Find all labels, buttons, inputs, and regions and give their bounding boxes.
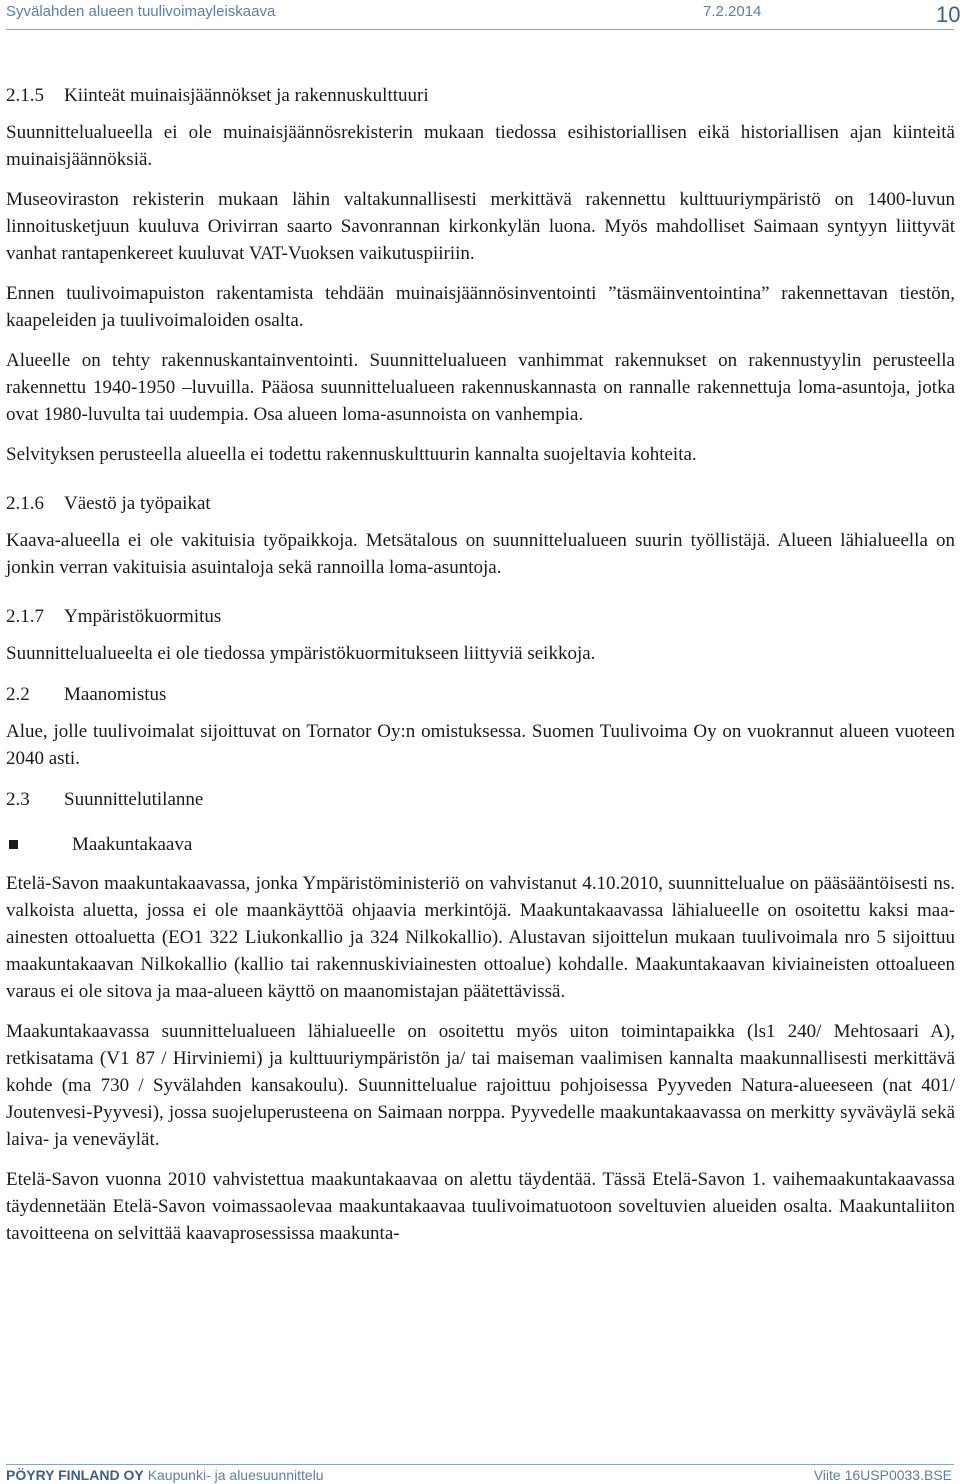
paragraph: Suunnittelualueella ei ole muinaisjäännösrekisterin mukaan tiedossa esihistoriallisen eikä historiallisen ajan kiinteitä muinaisjäännöksiä. — [6, 122, 955, 170]
bullet-item — [6, 831, 955, 858]
paragraph: Ennen tuulivoimapuiston rakentamista tehdään muinaisjäännösinventointi ”täsmäinventointina” rakennettavan tiestön, kaapeleiden ja tuulivoimaloiden osalta. — [6, 283, 955, 331]
paragraph: Alueelle on tehty rakennuskantainventointi. Suunnittelualueen vanhimmat rakennukset on rakennustyylin perusteella rakennettu 1940-1950 –luvuilla. Pääosa suunnittelualueen rakennuskannasta on rannalle rakennettuja loma-asuntoja, jotka ovat 1980-luvulta tai uudempia. Osa alueen loma-asunnoista on vanhempia. — [6, 350, 955, 425]
section-title: Väestö ja työpaikat — [64, 493, 211, 514]
section-number: 2.2 — [6, 684, 30, 705]
paragraph: Alue, jolle tuulivoimalat sijoittuvat on Tornator Oy:n omistuksessa. Suomen Tuulivoima Oy on vuokrannut alueen vuoteen 2040 asti. — [6, 721, 955, 769]
section-number: 2.3 — [6, 789, 30, 810]
paragraph: Suunnittelualueelta ei ole tiedossa ympäristökuormitukseen liittyviä seikkoja. — [6, 643, 596, 664]
paragraph: Etelä-Savon maakuntakaavassa, jonka Ympäristöministeriö on vahvistanut 4.10.2010, suunnittelualue on pääsääntöisesti ns. valkoista aluetta, jossa ei ole maankäyttöä ohjaavia merkintöjä. Maakuntakaavassa lähialueelle on osoitettu kaksi maa-ainesten ottoaluetta (EO1 322 Liukonkallio ja 324 Nilkokallio). Alustavan sijoittelun mukaan tuulivoimala nro 5 sijoittuu maakuntakaavan Nilkokallio (kallio tai rakennuskiviainesten ottoalue) kohdalle. Maakuntakaavan kiviaineisten ottoalueen varaus ei ole sitova ja maa-alueen käyttö on maanomistajan päätettävissä. — [6, 873, 955, 1002]
section-heading-2-1-6 — [6, 490, 955, 517]
company-unit: Kaupunki- ja aluesuunnittelu — [147, 1467, 324, 1483]
document-title: Syvälahden alueen tuulivoimayleiskaava — [6, 3, 276, 20]
section-number: 2.1.7 — [6, 606, 44, 627]
square-bullet-icon — [9, 840, 18, 849]
company-name: PÖYRY FINLAND OY — [6, 1467, 144, 1483]
section-title: Suunnittelutilanne — [64, 789, 204, 810]
section-number: 2.1.5 — [6, 85, 44, 106]
document-reference: Viite 16USP0033.BSE — [813, 1467, 952, 1483]
section-heading-2-3 — [6, 786, 955, 813]
paragraph: Kaava-alueella ei ole vakituisia työpaikkoja. Metsätalous on suunnittelualueen suurin työllistäjä. Alueen lähialueella on jonkin verran vakituisia asuintaloja sekä rannoilla loma-asuntoja. — [6, 530, 955, 578]
section-heading-2-2 — [6, 681, 955, 708]
header-divider — [6, 29, 954, 30]
paragraph: Maakuntakaavassa suunnittelualueen lähialueelle on osoitettu myös uiton toimintapaikka (ls1 240/ Mehtosaari A), retkisatama (V1 87 / Hirviniemi) ja kulttuuriympäristön ja/ tai maiseman vaalimisen kannalta maakunnallisesti merkittävä kohde (ma 730 / Syvälahden kansakoulu). Suunnittelualue rajoittuu pohjoisessa Pyyveden Natura-alueeseen (nat 401/ Joutenvesi-Pyyvesi), jossa suojeluperusteena on Saimaan norppa. Pyyvedelle maakuntakaavassa on merkitty syväväylä sekä laiva- ja veneväylät. — [6, 1021, 955, 1150]
section-title: Ympäristökuormitus — [64, 606, 222, 627]
paragraph: Etelä-Savon vuonna 2010 vahvistettua maakuntakaavaa on alettu täydentää. Tässä Etelä-Savon 1. vaihemaakuntakaavassa täydennetään Etelä-Savon voimassaolevaa maakuntakaavaa tuulivoimatuotoon soveltuvien alueiden osalta. Maakuntaliiton tavoitteena on selvittää kaavaprosessissa maakunta- — [6, 1169, 955, 1244]
section-title: Kiinteät muinaisjäännökset ja rakennuskulttuuri — [64, 85, 429, 106]
document-body — [6, 82, 955, 1260]
section-title: Maanomistus — [64, 684, 167, 705]
footer-company-block — [6, 1467, 324, 1483]
section-heading-2-1-5 — [6, 82, 955, 109]
bullet-label: Maakuntakaava — [72, 834, 193, 855]
section-heading-2-1-7 — [6, 603, 955, 630]
footer-divider — [6, 1464, 954, 1465]
section-number: 2.1.6 — [6, 493, 44, 514]
page-footer — [6, 1464, 954, 1484]
page-header — [6, 0, 960, 40]
page-number: 10 — [936, 2, 960, 27]
paragraph: Museoviraston rekisterin mukaan lähin valtakunnallisesti merkittävä rakennettu kulttuuriympäristö on 1400-luvun linnoitusketjuun kuuluva Orivirran saarto Savonrannan kirkonkylän luona. Myös mahdolliset Saimaan syntyyn liittyvät vanhat rantapenkereet kuuluvat VAT-Vuoksen vaikutuspiiriin. — [6, 189, 955, 264]
document-date: 7.2.2014 — [703, 3, 762, 20]
paragraph: Selvityksen perusteella alueella ei todettu rakennuskulttuurin kannalta suojeltavia kohteita. — [6, 444, 697, 465]
